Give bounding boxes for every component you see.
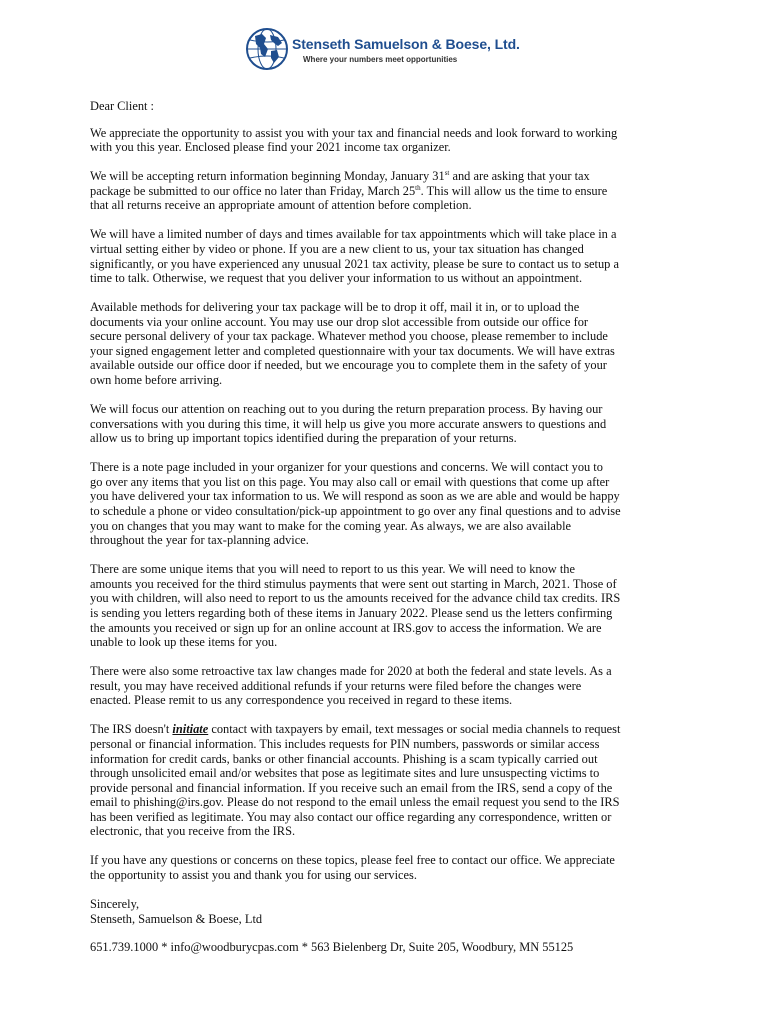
text-run: The IRS doesn't bbox=[90, 722, 173, 737]
text-line: If you have any questions or concerns on these topics, please feel free to contact our office. We appreciate bbox=[90, 853, 615, 868]
text-line: electronic, that you receive from the IRS. bbox=[90, 824, 296, 839]
text-line: enacted. Please remit to us any correspondence you received in regard to these items. bbox=[90, 693, 513, 708]
footer-contact-line: 651.739.1000 * info@woodburycpas.com * 563 Bielenberg Dr, Suite 205, Woodbury, MN 55125 bbox=[90, 940, 574, 955]
text-line bbox=[90, 169, 642, 184]
text-line: you on changes that you may want to make for the coming year. As always, we are also available bbox=[90, 518, 572, 533]
paragraph-contact bbox=[90, 853, 642, 882]
text-run: We will be accepting return information beginning Monday, January 31 bbox=[90, 169, 445, 184]
text-line: There are some unique items that you will need to report to us this year. We will need to know the bbox=[90, 562, 575, 577]
text-line: the opportunity to assist you and thank you for using our services. bbox=[90, 868, 417, 883]
text-line: result, you may have received additional refunds if your returns were filed before the changes were bbox=[90, 678, 582, 693]
closing: Sincerely, bbox=[90, 897, 140, 912]
text-line: We will focus our attention on reaching out to you during the return preparation process. By having our bbox=[90, 402, 603, 417]
text-line: documents via your online account. You may use our drop slot accessible from outside our office for bbox=[90, 314, 589, 329]
text-line: has been verified as legitimate. You may also contact our office regarding any correspondence, written or bbox=[90, 809, 612, 824]
text-line: unable to look up these items for you. bbox=[90, 635, 278, 650]
text-run: and are asking that your tax bbox=[449, 169, 590, 184]
text-run: package be submitted to our office no later than Friday, March 25 bbox=[90, 183, 416, 198]
letter-body bbox=[90, 99, 642, 969]
text-line: you have delivered your tax information to us. We will respond as soon as we are able and would be happy bbox=[90, 489, 620, 504]
footer-contact bbox=[90, 940, 642, 955]
text-line: to schedule a phone or video consultation/pick-up appointment to go over any final questions and to advise bbox=[90, 504, 621, 519]
text-line bbox=[90, 184, 642, 199]
text-line: that all returns receive an appropriate amount of attention before completion. bbox=[90, 198, 472, 213]
text-line: There is a note page included in your organizer for your questions and concerns. We will contact you to bbox=[90, 460, 603, 475]
text-line: provide personal and financial information. If you receive such an email from the IRS, send a copy of the bbox=[90, 780, 613, 795]
text-line: personal or financial information. This includes requests for PIN numbers, passwords or similar access bbox=[90, 736, 600, 751]
text-line: available outside our office door if needed, but we encourage you to complete them in the safety of your bbox=[90, 358, 607, 373]
text-line: information for credit cards, banks or other financial accounts. Phishing is a scam typically carried out bbox=[90, 751, 598, 766]
text-line: We appreciate the opportunity to assist you with your tax and financial needs and look forward to working bbox=[90, 125, 618, 140]
text-line: virtual setting either by video or phone. If you are a new client to us, your tax situation has changed bbox=[90, 241, 584, 256]
text-line: conversations with you during this time, it will help us give you more accurate answers to questions and bbox=[90, 416, 607, 431]
text-line: throughout the year for tax-planning advice. bbox=[90, 533, 309, 548]
superscript: th bbox=[415, 183, 421, 192]
paragraph-phishing bbox=[90, 722, 642, 839]
closing-block bbox=[90, 897, 642, 926]
text-line: go over any items that you list on this page. You may also call or email with questions that come up after bbox=[90, 474, 610, 489]
salutation: Dear Client : bbox=[90, 99, 154, 113]
paragraph-outreach bbox=[90, 402, 642, 446]
letterhead bbox=[0, 24, 770, 72]
text-line: time to talk. Otherwise, we request that you deliver your information to us without an appointment. bbox=[90, 271, 583, 286]
text-line: allow us to bring up important topics identified during the preparation of your returns. bbox=[90, 431, 517, 446]
paragraph-appointments bbox=[90, 227, 642, 285]
text-line: you with children, will also need to report to us the amounts received for the advance child tax credits. IRS bbox=[90, 591, 621, 606]
text-line: own home before arriving. bbox=[90, 373, 223, 388]
text-line: your signed engagement letter and completed questionnaire with your tax documents. We will have extras bbox=[90, 343, 615, 358]
text-run: . This will allow us the time to ensure bbox=[420, 183, 608, 198]
paragraph-retroactive bbox=[90, 664, 642, 708]
text-line: We will have a limited number of days and times available for tax appointments which will take place in a bbox=[90, 227, 617, 242]
text-line: email to phishing@irs.gov. Please do not respond to the email unless the email request you send to the IRS bbox=[90, 795, 620, 810]
text-line bbox=[90, 722, 642, 737]
text-line: through unsolicited email and/or websites that pose as legitimate sites and lure unsuspecting victims to bbox=[90, 766, 600, 781]
paragraph-note-page bbox=[90, 460, 642, 548]
text-line: the amounts you received or sign up for an online account at IRS.gov to access the information. We are bbox=[90, 620, 602, 635]
paragraph-unique-items bbox=[90, 562, 642, 650]
paragraph-intro bbox=[90, 126, 642, 155]
paragraph-dates bbox=[90, 169, 642, 213]
superscript: st bbox=[444, 169, 450, 178]
globe-icon bbox=[245, 27, 289, 71]
text-line: is sending you letters regarding both of these items in January 2022. Please send us the letters confirming bbox=[90, 605, 613, 620]
paragraph-delivery bbox=[90, 300, 642, 388]
text-line: amounts you received for the third stimulus payments that were sent out starting in March, 2021. Those of bbox=[90, 576, 617, 591]
firm-name: Stenseth Samuelson & Boese, Ltd. bbox=[292, 36, 520, 52]
emphasis-initiate: initiate bbox=[172, 722, 209, 737]
text-run: contact with taxpayers by email, text messages or social media channels to request bbox=[208, 722, 621, 737]
text-line: secure personal delivery of your tax package. Whatever method you choose, please remember to include bbox=[90, 329, 608, 344]
text-line: Available methods for delivering your tax package will be to drop it off, mail it in, or to upload the bbox=[90, 300, 580, 315]
signature: Stenseth, Samuelson & Boese, Ltd bbox=[90, 911, 263, 926]
text-line: There were also some retroactive tax law changes made for 2020 at both the federal and state levels. As a bbox=[90, 664, 612, 679]
text-line: significantly, or you have experienced any unusual 2021 tax activity, please be sure to contact us to setup a bbox=[90, 256, 619, 271]
firm-tagline: Where your numbers meet opportunities bbox=[303, 55, 458, 64]
text-line: with you this year. Enclosed please find your 2021 income tax organizer. bbox=[90, 140, 451, 155]
